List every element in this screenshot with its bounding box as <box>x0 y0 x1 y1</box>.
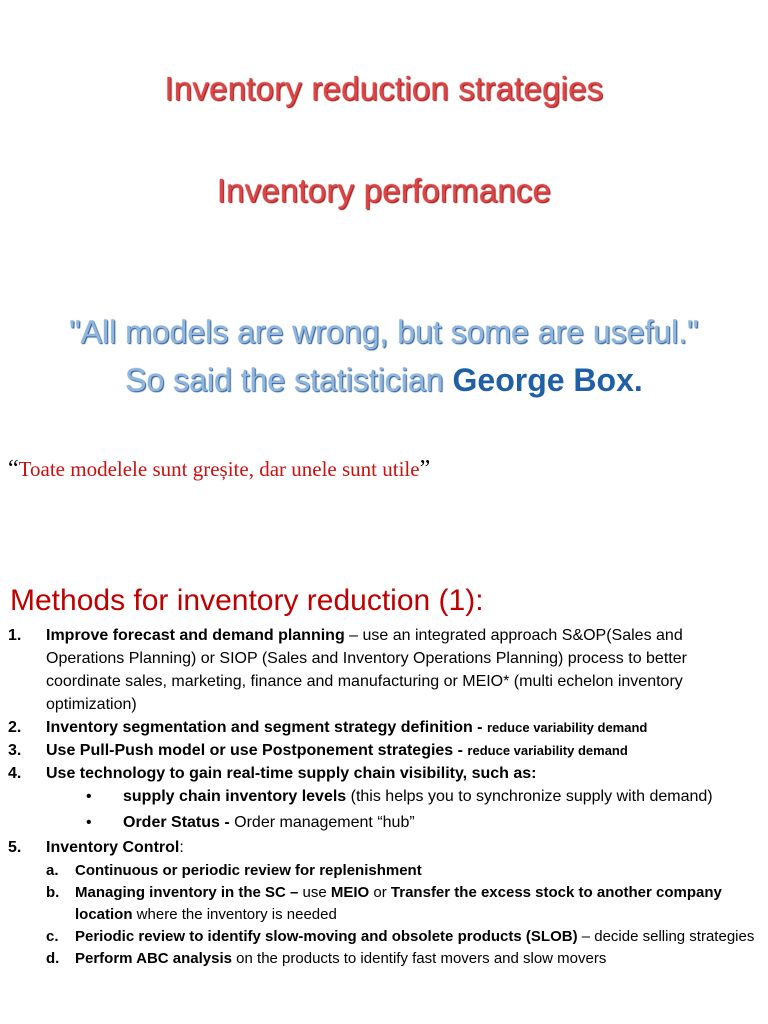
bullet-text: (this helps you to synchronize supply with demand) <box>346 788 713 805</box>
sub-letter: b. <box>46 884 60 901</box>
bullet-title: supply chain inventory levels <box>123 788 347 805</box>
sub-bold: MEIO <box>330 884 370 901</box>
bullet-icon: • <box>86 814 92 831</box>
list-item <box>0 739 768 762</box>
list-item <box>0 836 768 859</box>
sub-text: – decide selling strategies <box>577 928 755 945</box>
romanian-text: Toate modelele sunt greșite, dar unele sunt utile <box>18 457 420 481</box>
sub-text: on the products to identify fast movers and slow movers <box>232 950 607 967</box>
quote-attribution <box>0 362 768 399</box>
item-number: 1. <box>8 627 22 644</box>
sub-title: Periodic review to identify slow-moving and obsolete products (SLOB) <box>75 928 578 945</box>
item-title: Improve forecast and demand planning <box>46 627 345 644</box>
close-quote: ” <box>419 456 431 482</box>
sub-item <box>0 860 768 882</box>
item-title: Inventory Control <box>46 839 180 856</box>
item-title: Use technology to gain real-time supply chain visibility, such as: <box>46 765 537 782</box>
sub-item <box>0 948 768 970</box>
sub-letter: d. <box>46 950 60 967</box>
item-text: – use an integrated approach S&OP(Sales and Operations Planning) or SIOP (Sales and Inventory Operations Planning) process to better coordinate sales, marketing, finance and manufacturing or MEIO* (multi echelon inventory optimization) <box>46 627 687 713</box>
item-note: reduce variability demand <box>467 743 628 758</box>
sub-title: Continuous or periodic review for replenishment <box>75 862 422 879</box>
item-number: 2. <box>8 719 22 736</box>
bullet-text: Order management “hub” <box>234 814 415 831</box>
sub-item <box>0 882 768 926</box>
item-number: 5. <box>8 839 22 856</box>
list-item <box>0 762 768 785</box>
quote-english: "All models are wrong, but some are useful." <box>69 314 699 350</box>
sub-text: where the inventory is needed <box>132 906 337 923</box>
sub-bold: Transfer the excess stock to another company location <box>75 884 722 923</box>
bullet-item <box>0 811 768 834</box>
methods-list <box>0 624 768 970</box>
sub-title: Managing inventory in the SC – <box>75 884 303 901</box>
list-item <box>0 624 768 716</box>
attribution-name: George Box. <box>452 362 643 398</box>
sub-letter: c. <box>46 928 59 945</box>
open-quote: “ <box>8 456 19 482</box>
bullet-item <box>0 785 768 808</box>
sub-letter: a. <box>46 862 59 879</box>
sub-text: use <box>302 884 331 901</box>
item-text: : <box>179 839 184 856</box>
bullet-title: Order Status - <box>123 814 235 831</box>
sub-title: Perform ABC analysis <box>75 950 233 967</box>
attribution-prefix: So said the statistician <box>125 362 453 398</box>
sub-text: or <box>369 884 391 901</box>
item-note: reduce variability demand <box>486 720 648 735</box>
title-inventory-performance: Inventory performance <box>216 172 552 209</box>
sub-item <box>0 926 768 948</box>
quote-romanian <box>8 456 430 483</box>
bullet-icon: • <box>86 788 92 805</box>
title-inventory-reduction: Inventory reduction strategies <box>164 70 604 107</box>
item-number: 3. <box>8 742 22 759</box>
item-title: Inventory segmentation and segment strategy definition - <box>46 719 487 736</box>
item-title: Use Pull-Push model or use Postponement strategies - <box>46 742 468 759</box>
methods-heading: Methods for inventory reduction (1): <box>10 584 484 617</box>
item-number: 4. <box>8 765 22 782</box>
list-item <box>0 716 768 739</box>
